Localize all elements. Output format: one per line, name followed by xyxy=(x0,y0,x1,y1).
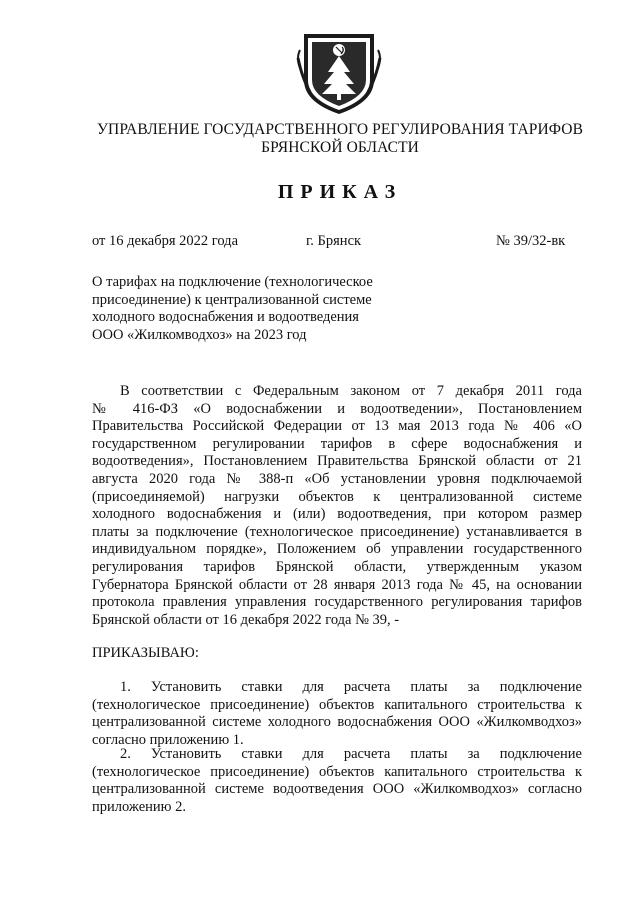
preamble-line: (присоединяемой) нагрузки объектов к централизованной системе xyxy=(92,488,582,505)
item-line: согласно приложению 1. xyxy=(92,731,244,748)
order-heading: ПРИКАЗЫВАЮ: xyxy=(92,645,199,661)
item-line: приложению 2. xyxy=(92,798,187,815)
preamble-line: Губернатора Брянской области от 28 января 2013 года № 45, на основании xyxy=(92,576,582,593)
item-line: централизованной системе холодного водоснабжения ООО «Жилкомводхоз» xyxy=(92,714,582,731)
preamble-line: регулирования тарифов Брянской области, утвержденным указом xyxy=(92,558,582,575)
organization-name-line2: БРЯНСКОЙ ОБЛАСТИ xyxy=(261,139,419,156)
preamble-line: водоотведения», Постановлением Правительства Брянской области от 21 xyxy=(92,453,582,470)
item-line: (технологическое присоединение) объектов капитального строительства к xyxy=(92,696,582,713)
document-city: г. Брянск xyxy=(306,233,362,249)
preamble-line: индивидуальном порядке», Положением об управлении государственного xyxy=(92,541,582,558)
preamble-line: августа 2020 года № 388-п «Об установлении уровня подключаемой xyxy=(92,470,582,487)
subject-line: присоединение) к централизованной системе xyxy=(92,291,372,308)
item-line: 2. Установить ставки для расчета платы за подключение xyxy=(120,746,582,762)
item-line: 1. Установить ставки для расчета платы за подключение xyxy=(120,679,582,695)
subject-line: О тарифах на подключение (технологическое xyxy=(92,274,373,290)
order-item-1 xyxy=(92,679,582,749)
preamble-line: Правительства Российской Федерации от 13 мая 2013 года № 406 «О xyxy=(92,418,582,435)
document-title: ПРИКАЗ xyxy=(277,181,403,203)
preamble-line: государственном регулировании тарифов в сфере водоснабжения и xyxy=(92,435,582,452)
preamble-line: платы за подключение (технологическое присоединение) устанавливается в xyxy=(92,523,582,540)
order-item-2 xyxy=(92,746,582,816)
subject-line: ООО «Жилкомводхоз» на 2023 год xyxy=(92,326,307,343)
preamble-line: № 416-ФЗ «О водоснабжении и водоотведении», Постановлением xyxy=(92,400,582,417)
preamble-line: В соответствии с Федеральным законом от 7 декабря 2011 года xyxy=(120,383,582,399)
document-date: от 16 декабря 2022 года xyxy=(92,233,238,249)
preamble-paragraph xyxy=(92,383,582,629)
item-line: (технологическое присоединение) объектов капитального строительства к xyxy=(92,763,582,780)
preamble-line: холодного водоснабжения и (или) водоотведения, при котором размер xyxy=(92,506,582,523)
preamble-line: протокола правления управления государственного регулирования тарифов xyxy=(92,594,582,611)
subject-line: холодного водоснабжения и водоотведения xyxy=(92,309,359,325)
coat-of-arms-icon xyxy=(296,28,382,118)
document-number: № 39/32-вк xyxy=(496,233,566,249)
item-line: централизованной системе водоотведения ООО «Жилкомводхоз» согласно xyxy=(92,781,582,798)
organization-name-line1: УПРАВЛЕНИЕ ГОСУДАРСТВЕННОГО РЕГУЛИРОВАНИЯ ТАРИФОВ xyxy=(96,121,584,138)
document-subject xyxy=(92,274,412,344)
preamble-line: Брянской области от 16 декабря 2022 года № 39, - xyxy=(92,611,400,628)
